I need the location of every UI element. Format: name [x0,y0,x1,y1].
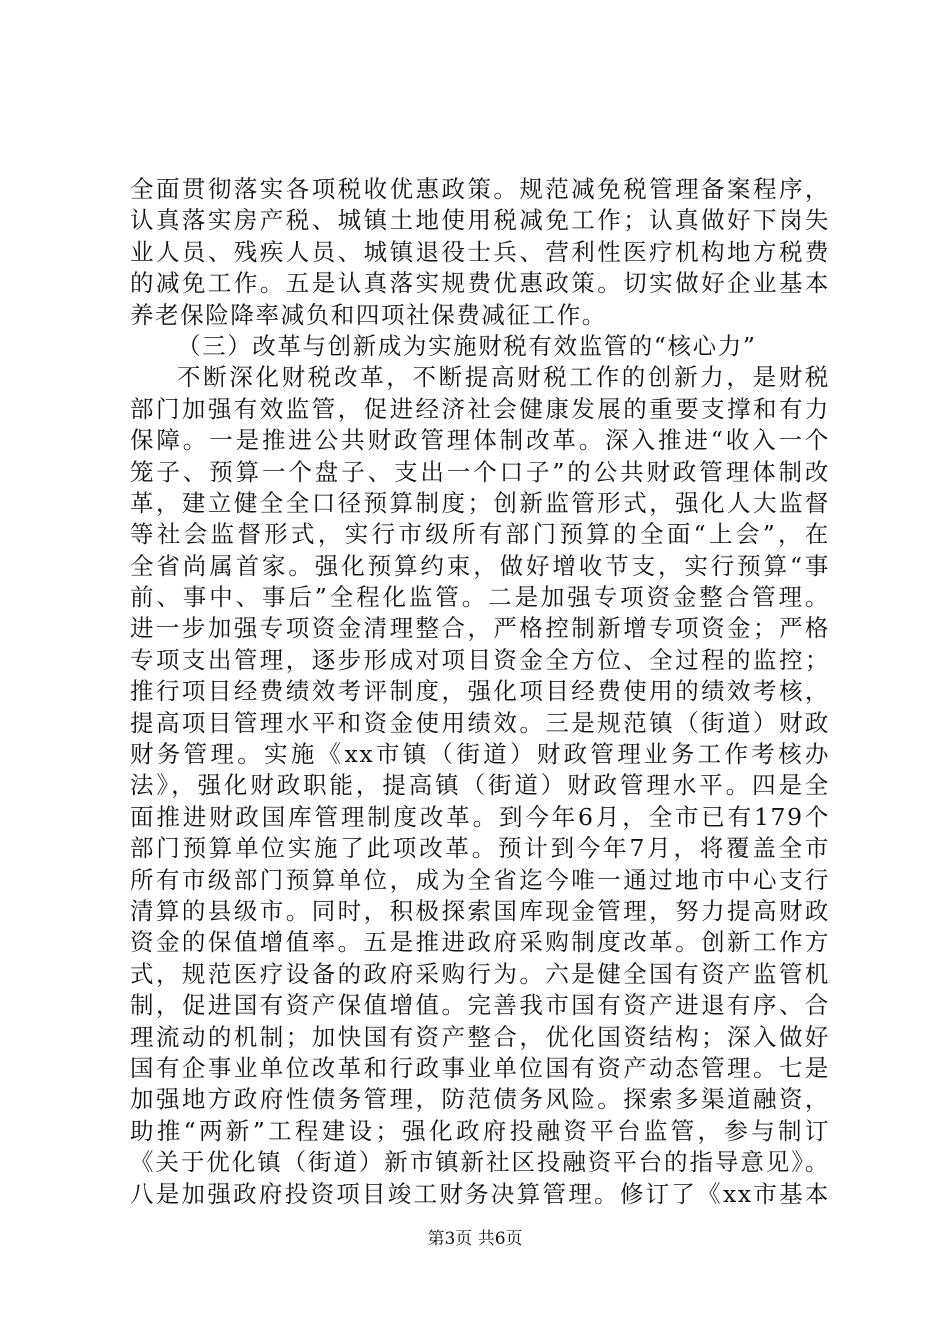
text-line: 部门预算单位实施了此项改革。预计到今年7月，将覆盖全市 [130,834,830,863]
text-line: 养老保险降率减负和四项社保费减征工作。 [130,300,607,329]
text-line: 全面贯彻落实各项税收优惠政策。规范减免税管理备案程序， [130,175,830,203]
text-line: 清算的县级市。同时，积极探索国库现金管理，努力提高财政 [130,896,830,925]
text-line: 进一步加强专项资金清理整合，严格控制新增专项资金；严格 [130,614,830,643]
text-line: 八是加强政府投资项目竣工财务决算管理。修订了《xx市基本 [130,1179,830,1208]
text-line: 财务管理。实施《xx市镇（街道）财政管理业务工作考核办 [130,740,830,769]
text-line: 业人员、残疾人员、城镇退役士兵、营利性医疗机构地方税费 [130,237,830,266]
section-heading: （三）改革与创新成为实施财税有效监管的“核心力” [177,331,757,360]
text-line: 所有市级部门预算单位，成为全省迄今唯一通过地市中心支行 [130,865,830,894]
text-line: 部门加强有效监管，促进经济社会健康发展的重要支撑和有力 [130,394,830,423]
body-text [130,174,830,1210]
text-line: 理流动的机制；加快国有资产整合，优化国资结构；深入做好 [130,1022,830,1051]
text-line: 保障。一是推进公共财政管理体制改革。深入推进“收入一个 [130,426,830,455]
text-line: 《关于优化镇（街道）新市镇新社区投融资平台的指导意见》。 [130,1148,830,1177]
text-line: 资金的保值增值率。五是推进政府采购制度改革。创新工作方 [130,928,830,957]
text-line: 前、事中、事后”全程化监管。二是加强专项资金整合管理。 [130,583,830,612]
text-line: 推行项目经费绩效考评制度，强化项目经费使用的绩效考核， [130,677,830,706]
text-line: 面推进财政国库管理制度改革。到今年6月，全市已有179个 [130,802,830,831]
text-line: 式，规范医疗设备的政府采购行为。六是健全国有资产监管机 [130,959,830,988]
text-line: 等社会监督形式，实行市级所有部门预算的全面“上会”，在 [130,520,830,549]
text-line: 提高项目管理水平和资金使用绩效。三是规范镇（街道）财政 [130,708,830,737]
text-line: 的减免工作。五是认真落实规费优惠政策。切实做好企业基本 [130,269,830,298]
text-line: 制，促进国有资产保值增值。完善我市国有资产进退有序、合 [130,991,830,1020]
text-line: 助推“两新”工程建设；强化政府投融资平台监管，参与制订 [130,1116,830,1145]
text-line: 法》，强化财政职能，提高镇（街道）财政管理水平。四是全 [130,771,830,800]
text-line: 认真落实房产税、城镇土地使用税减免工作；认真做好下岗失 [130,206,830,235]
paragraph-first-line: 不断深化财税改革，不断提高财税工作的创新力，是财税 [177,363,830,392]
text-line: 专项支出管理，逐步形成对项目资金全方位、全过程的监控； [130,645,830,674]
text-line: 革，建立健全全口径预算制度；创新监管形式，强化人大监督 [130,488,830,517]
text-line: 笼子、预算一个盘子、支出一个口子”的公共财政管理体制改 [130,457,830,486]
text-line: 加强地方政府性债务管理，防范债务风险。探索多渠道融资， [130,1085,830,1114]
page-number-footer: 第3页 共6页 [427,1229,523,1249]
text-line: 全省尚属首家。强化预算约束，做好增收节支，实行预算“事 [130,551,830,580]
text-line: 国有企事业单位改革和行政事业单位国有资产动态管理。七是 [130,1053,830,1082]
